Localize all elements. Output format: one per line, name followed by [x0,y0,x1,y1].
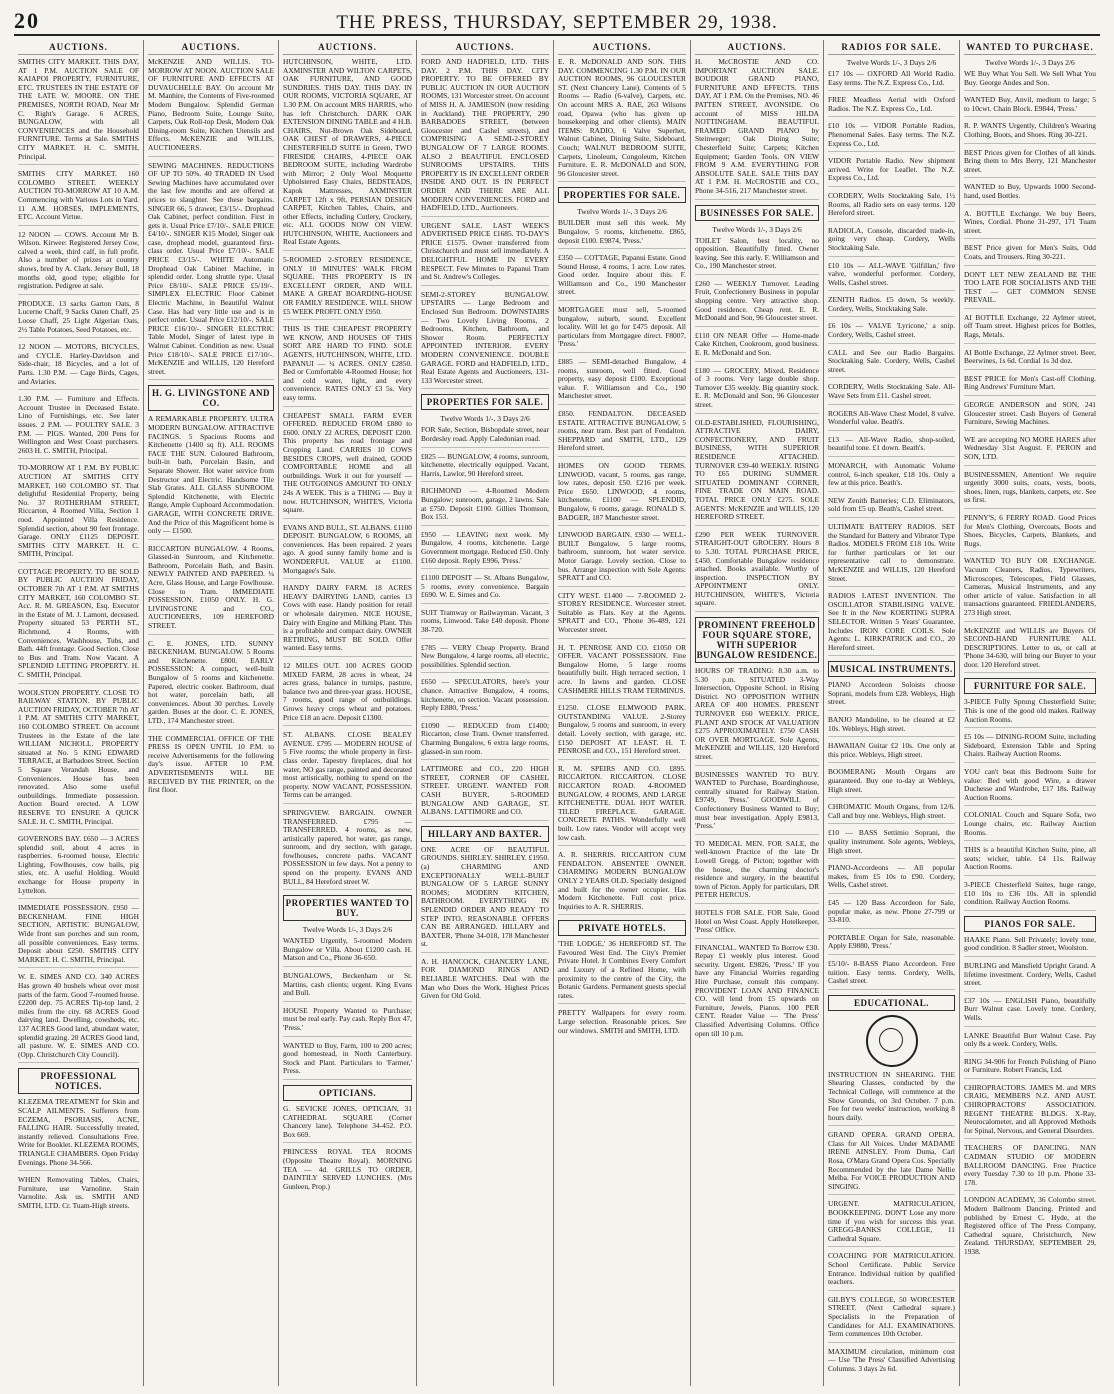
rate-line: Twelve Words 1/-, 3 Days 2/6 [440,414,530,424]
classified-ad: £350 — COTTAGE, Papanui Estate. Good Sound House, 4 rooms, 1 acre. Low rates. Good order. Inquire about this. F. Williamson and Co., 190 Manchester street. [558,254,686,301]
classified-ad: HOUSE Property Wanted to Purchase; must be real early. Pay cash. Reply Box 47, 'Press.' [283,1007,412,1037]
classified-ad: 'THE LODGE,' 36 HEREFORD ST. The Favoured West End. The City's Premier Private Hotel. It Combines Every Comfort and Luxury of a Refined Home, with proximity to the centre of the City, the Botanic Gardens. Permanent guests special rates. [558,940,686,1004]
classified-ad: A. H. HANCOCK, CHANCERY LANE, FOR DIAMOND RINGS AND RELIABLE WATCHES. Deal with the Man who Does the Work. Highest Prices Given for Old Gold. [421,956,549,1001]
column-6 [691,40,824,1386]
newspaper-title: THE PRESS, THURSDAY, SEPTEMBER 29, 1938. [336,12,778,33]
classified-ad: CHEAPEST SMALL FARM EVER OFFERED. REDUCED FROM £880 to £600. ONLY 22 ACRES, DEPOSIT £200. This property has road frontage and Cropping Land. CARRIES 10 COWS BESIDES CROPS, well drained, GOOD COMFORTABLE HOME and all outbuildings. Work it out for yourself — THE OUTGOINGS AMOUNT TO ONLY 24s A WEEK. This is a THING — Buy it now. HUTCHINSON, WHITE'S, Victoria square. [283,412,412,519]
classified-ad: £885 — SEMI-detached Bungalow, 4 rooms, sunroom, well fitted. Good property, easy deposit £100. Exceptional value. F. Williamson and Co., 190 Manchester street. [558,358,686,405]
classified-ad: HAAKE Piano. Sell Privately; lovely tone, good condition. 8 Sadler street, Woolston. [964,936,1096,957]
classified-ad: WANTED to Buy, Upwards 1000 Second-hand, used Bottles. [964,183,1096,204]
classified-ad: KLEZEMA TREATMENT for Skin and SCALP AILMENTS. Sufferers from ECZEMA, PSORIASIS, ACNE, FALLING HAIR. Successfully treated, instantly relieved. Consultations Free. Write for Booklet. KLEZEMA ROOMS, TRIANGLE CHAMBERS. Open Friday Evenings. Phone 34-566. [18,1098,139,1171]
classified-ad: PRETTY Wallpapers for every room. Large selection. Reasonable prices. See our windows. SMITH and SMITH, LTD. [558,1008,686,1035]
classified-ad: THIS is a beautiful Kitchen Suite, pine, all seats; wicker, table. £4 11s. Railway Auction Rooms. [964,846,1096,876]
section-heading: HILLARY AND BAXTER. [421,826,549,842]
classified-ad: CORDERY, Wells Stocktaking Sale. All-Wave Sets from £11. Cashel street. [828,383,955,404]
classified-ad: H. McCROSTIE AND CO. IMPORTANT AUCTION SALE. BOUDOIR GRAND PIANO, FURNITURE AND EFFECTS. THIS DAY, AT 1 P.M. On the Premises, NO. 46 PATTEN STREET, AVONSIDE. On account of MISS HILDA NOTTINGHAM. BEAUTIFUL FRAMED GRAND PIANO by Steinweger; Oak Dining Suite; Chesterfield Suite; Carpets; Kitchen Equipment; Garden Tools. ON VIEW FROM 9 A.M. EVERYTHING FOR ABSOLUTE SALE. SALE THIS DAY AT 1 P.M. H. McCROSTIE and CO., Phone 34-516, 217 Manchester street. [695,58,819,200]
classified-ad: SEMI-2-STOREY BUNGALOW. UPSTAIRS — Large Bedroom and Enclosed Sun Bedroom. DOWNSTAIRS — Two Lovely Living Rooms, 2 Bedrooms, Kitchen, Bathroom, and Shower Room. PERFECTLY APPOINTED INTERIOR. EVERY MODERN CONVENIENCE. DOUBLE GARAGE. FORD and HADFIELD, LTD., Real Estate Agents and Auctioneers, 131-133 Worcester street. [421,291,549,390]
classified-ad: £5 10s — DINING-ROOM Suite, including Sideboard, Extension Table and Spring Chairs. Railway Auction Rooms. [964,733,1096,763]
classified-ad: MONARCH, with Automatic Volume control, 6-inch speaker, £18 10s. Only a few at this price. Beath's. [828,462,955,492]
classified-ad: ST. ALBANS. CLOSE BEALEY AVENUE. £795 — MODERN HOUSE of 5 Five rooms; the whole property in first-class order. Tapestry fireplaces, dual hot water, NO gas range, painted and decorated most artistically, nothing to spend on the property. NOW VACANT, POSSESSION. Terms can be arranged. [283,731,412,804]
classified-ad: THE COMMERCIAL OFFICE OF THE PRESS IS OPEN UNTIL 10 P.M. to receive Advertisements for the following day's issue. AFTER 10 P.M. ADVERTISEMENTS WILL BE RECEIVED BY THE PRINTER, on the first floor. [148,733,274,795]
classified-ad: HUTCHINSON, WHITE, LTD. AXMINSTER AND WILTON CARPETS, OAK FURNITURE, AND GOOD SUNDRIES. THIS DAY. THIS DAY. IN OUR ROOMS, VICTORIA SQUARE, AT 1.30 P.M. On account MRS HARRIS, who has left Christchurch. DARK OAK EXTENSION DINING TABLE and 4 H.B. CHAIRS, Nut-Brown Oak Sideboard, OAK CHEST of DRAWERS, 4-PIECE CHESTERFIELD SUITE in Green, TWO FIRESIDE CHAIRS, 4-PIECE OAK BEDROOM SUITE, including Wardrobe with Mirror; 2 Only Wool Moquette Upholstered Easy Chairs, BEDSTEADS, Kapok Mattresses, AXMINSTER CARPET 12ft x 9ft, PERSIAN DESIGN CARPET, Kitchen Tables, Chairs, and other Effects, including Cutlery, Crockery, etc. ALL GOODS NOW ON VIEW. HUTCHINSON, WHITE, Auctioneers and Real Estate Agents. [283,58,412,251]
classified-ad: £180 — GROCERY, Mixed, Residence of 3 rooms. Very large double shop. Turnover £35 weekly. Big quantity stock. E. R. McDonald and Son, 96 Gloucester street. [695,367,819,414]
classified-ad: £290 PER WEEK TURNOVER. STRAIGHT-OUT GROCERY. Hours 8 to 5.30. TOTAL PURCHASE PRICE, £450. Comfortable Bungalow residence attached. Books available. Worthy of inspection. INSPECTION BY APPOINTMENT ONLY. HUTCHINSON, WHITE'S, Victoria square. [695,531,819,612]
classified-ad: MAXIMUM circulation, minimum cost — Use 'The Press' Classified Advertising Columns. 3 days 2s 6d. [828,1346,955,1373]
column-header: AUCTIONS. [695,42,819,55]
classified-ad: DON'T LET NEW ZEALAND BE THE TOO LATE FOR SOCIALISTS AND THE TEST — GET COMMON SENSE PREVAIL. [964,271,1096,309]
classified-ad: RICHMOND — 4-Roomed Modern Bungalow; sunroom, garage, 2 lawns. Sale at £750. Deposit £100. Gillies Thomson, Box 153. [421,487,549,525]
classified-ad: EVANS AND BULL, ST. ALBANS. £1100 DEPOSIT. BUNGALOW, 6 ROOMS, all conveniences. Has been repaired. 2 years ago. A good sunny family home and is WONDERFUL VALUE at £1100. Mortgagee's Sale. [283,524,412,580]
classified-ad: £17 10s — OXFORD All World Radio. Easy terms. The N.Z. Express Co., Ltd. [828,70,955,91]
classified-ad: £1100 DEPOSIT — St. Albans Bungalow, 5 rooms, every convenience. Bargain £690. W. E. Simes and Co. [421,574,549,604]
classified-ad: RADIOS LATEST INVENTION. The OSCILLATOR STABILISING VALVE. See It in the New KOERTING SUPRA SELECTOR. Written 5 Years' Guarantee. Includes IRON CORE COILS. Sole Agents: L. KIRKPATRICK and CO., 20 Hereford street. [828,592,955,656]
classified-ad: McKENZIE AND WILLIS. TO-MORROW AT NOON. AUCTION SALE OF FURNITURE AND EFFECTS AT DUVAUCHELLE BAY. On account Mr M. Manhire, the Contents of Five-roomed Modern Bungalow. Splendid German Piano, Bedroom Suite, Lounge Suite, Carpets, Oak Roll-top Desk, Modern Oak Dining-room Suite, Kitchen Utensils and Effects. McKENZIE and WILLIS, AUCTIONEERS. [148,58,274,157]
section-heading: EDUCATIONAL. [828,995,955,1011]
classified-ad: LANKE Beautiful Burr Walnut Case. Pay only 8s a week. Cordery, Wells. [964,1032,1096,1053]
classified-ad: WANTED to Buy, Farm, 100 to 200 acres; good homestead, in North Canterbury. Stock and Plant. Particulars to 'Farmer,' Press. [283,1042,412,1080]
classified-ad: BEST Price given for Men's Suits, Odd Coats, and Trousers. Ring 30-221. [964,244,1096,265]
classified-ad: £10 10s — ALL-WAVE 'Gilfillan,' five valve, wonderful performer. Cordery, Wells, Cashel street. [828,262,955,292]
classified-ad: RICCARTON BUNGALOW. 4 Rooms, Glassed-in Sunroom, and Kitchenette. Bathroom, Porcelain Bath, and Basin. NEWLY PAINTED AND PAPERED. ¼ Acre, Glass House, and Large Fowlhouse. Close to Tram. IMMEDIATE POSSESSION. £1050 ONLY. H. G. LIVINGSTONE and CO., AUCTIONEERS, 109 HEREFORD STREET. [148,545,274,635]
classified-ad: NEW Zenith Batteries; C.D. Eliminators, sold from £5 up. Beath's, Cashel street. [828,497,955,518]
classified-ad: CORDERY, Wells Stocktaking Sale, 1½ Rooms, all Radio sets on easy terms. 120 Hereford street. [828,192,955,222]
classified-ad: TOILET Salon, best locality, no opposition. Beautifully fitted. Owner leaving. See this early. F. Williamson and Co., 190 Manchester street. [695,237,819,275]
column-1 [14,40,144,1386]
classified-ad: 12 MILES OUT. 100 ACRES GOOD MIXED FARM, 28 acres in wheat, 24 acres grass, balance in turnips, pasture, balance two and three-year grass. HOUSE, 7 rooms, good range of outbuildings. Grows heavy crops wheat and potatoes. Price £18 an acre. Deposit £1300. [283,662,412,726]
section-heading: PIANOS FOR SALE. [964,916,1096,932]
classified-ad: AI Bottle Exchange, 22 Aylmer street. Beer, Beerwines, 1s 6d. Cordial 1s 3d doz. [964,349,1096,370]
column-header: AUCTIONS. [558,42,686,55]
classified-ad: COACHING FOR MATRICULATION. School Certificate. Public Service Entrance. Individual tuition by qualified teachers. [828,1252,955,1290]
classified-ad: GRAND OPERA. GRAND OPERA. Class for All Voices. Under MADAME IRENE AINSLEY. From Duma, Carl Rosa, O'Mara Grand Opera Cos. Specially Recommended by the late Dame Nellie Melba. For VOICE PRODUCTION AND SINGING. [828,1131,955,1195]
classified-ad: 12 NOON — MOTORS, BICYCLES, and CYCLE. Harley-Davidson and Side-chair, 18 Bicycles, and a lot of Parts. 1.30 P.M. — Cage Birds, Cages, and Aviaries. [18,343,139,390]
page-number: 20 [14,8,40,33]
section-heading: PROPERTIES FOR SALE. [558,187,686,203]
classified-ad: WHEN Removating Tables, Chairs, Furniture, use Varnoline. Stain Varnolite. Ask us. SMITH AND SMITH, LTD. Cr. Tuam-High streets. [18,1175,139,1210]
classified-ad: COLONIAL Couch and Square Sofa, two Lounge chairs, etc. Railway Auction Rooms. [964,811,1096,841]
classified-ad: AI BOTTLE Exchange, 22 Aylmer street, off Tuam street. Highest prices for Bottles, Rags, Metals. [964,314,1096,344]
classified-ad: H. T. PENROSE AND CO. £1050 OR OFFER. VACANT POSSESSION. Fine Bungalow Home, 5 large rooms beautifully built. High terraced section, 1 acre. In lawns and garden. CLOSE CASHMERE HILLS TRAM TERMINUS. [558,644,686,700]
section-heading: PROPERTIES WANTED TO BUY. [283,895,412,921]
section-heading: PROPERTIES FOR SALE. [421,394,549,410]
classified-ad: SUIT Tramway or Railwayman. Vacant, 3 rooms, Linwood. Take £40 deposit. Phone 38-720. [421,609,549,639]
classified-ad: GILBY'S COLLEGE, 50 WORCESTER STREET. (Next Cathedral square.) Specialists in the Preparation of Candidates for ALL EXAMINATIONS. Term commences 10th October. [828,1296,955,1343]
classified-ad: McKENZIE and WILLIS are Buyers Of SECOND-HAND FURNITURE ALL DESCRIPTIONS. Letter to us, or call at 'Phone 34-630, will bring our Buyer to your door. 120 Hereford street. [964,627,1096,674]
classified-ad: C. E. JONES, LTD. SUNNY BECKENHAM. BUNGALOW. 5 Rooms and Kitchenette. £800. EARLY POSSESSION: A compact, well-built Bungalow of 5 rooms and kitchenette. Papered, electric cooker. Bathroom, dual hot water, porcelain bath, all conveniences. About 30 perches. Lovely garden. Buses at the door. C. E. JONES, LTD., 174 Manchester street. [148,640,274,730]
classified-ad: BOOMERANG Mouth Organs are guaranteed. Buy one to-day at Webleys, High street. [828,768,955,798]
classified-ad: 3-PIECE Fully Sprung Chesterfield Suite; This is one of the good old makes. Railway Auction Rooms. [964,698,1096,728]
classified-ad: COTTAGE PROPERTY. TO BE SOLD BY PUBLIC AUCTION FRIDAY, OCTOBER 7th AT 1 P.M. AT SMITHS CITY MARKET, 160 COLOMBO ST. Acc. R. M. GREASON, Esq. Executor in the Estate of M. J. Lamont, deceased. Property situated 53 PERTH ST., Richmond, 4 Rooms, with Conveniences. Washhouse, Tubs, and Bath. 44ft frontage. Good Section. Close to Bus and Tram. Now Vacant. A SPLENDID LETTING PROPERTY. H. C. SMITH, Principal. [18,568,139,684]
classified-ad: URGENT SALE. LAST WEEK'S ADVERTISED PRICE £1685. TO-DAY'S PRICE £1575. Owner transferred from Christchurch and must sell immediately. A DELIGHTFUL HOME IN EVERY RESPECT. Few Minutes to Papanui Tram and St. Andrew's Colleges. [421,222,549,286]
classified-ad: LATTIMORE and CO., 220 HIGH STREET, CORNER OF CASHEL STREET. URGENT. WANTED FOR CASH BUYER, 5-ROOMED BUNGALOW AND GARAGE, ST. ALBANS. LATTIMORE and CO. [421,765,549,821]
classified-ad: SEWING MACHINES. REDUCTIONS OF UP TO 50%. 40 TRADED IN Used Sewing Machines have accumulated over the last few months and are offered at prices to slaughter. See these bargains. SINGER 66, 5 drawer, £3/15/-. Drophead Oak Cabinet, perfect condition. First in gets it. Usual Price £7/10/-. SALE PRICE £4/10/-. SINGER K15 Model, Singer oak case, drophead model, guaranteed first-class order. Usual Price £7/10/-. SALE PRICE £3/15/-. WHITE Automatic Drophead Oak Cabinet Machine, in splendid order. Long shuttle type. Usual Price £8/10/-. SALE PRICE £5/19/-. SIMPLEX ELECTRIC Floor Cabinet Electric Machine, in Beautiful Walnut Case. Has had very little use and is in perfect order. Usual Price £12/10/-. SALE PRICE £16/10/-. SINGER ELECTRIC Table Model, Singer of latest type in Walnut Cabinet. Condition as new. Usual Price £18/10/-. SALE PRICE £17/10/-. McKENZIE and WILLIS, 120 Hereford street. [148,162,274,381]
classified-ad: PENNY'S, 6 FERRY ROAD. Good Prices for Men's Clothing, Overcoats, Boots and Shoes, Bicycles, Carpets, Blankets, and Rugs. [964,514,1096,552]
classified-ad: ROGERS All-Wave Chest Model, 8 valve. Wonderful value. Beath's. [828,410,955,431]
classified-ad: ZENITH Radios. £5 down, 5s weekly. Cordery, Wells, Stocktaking Sale. [828,296,955,317]
column-header: AUCTIONS. [283,42,412,55]
classified-ad: W. E. SIMES AND CO. 340 ACRES Has grown 40 bushels wheat over most parts of the farm. Good 7-roomed house. £2200 dep. 75 ACRES Tip-top land, 2 miles from the city. 68 ACRES Good dairying land. Dwelling, cowsheds, etc. 137 ACRES Good land, abundant water, splendid grazing. 20 ACRES Good land, all pasture. W. E. SIMES AND CO. (Opp. Christchurch City Council). [18,973,139,1063]
classified-ad: CHIROPRACTORS. JAMES M. and MRS CRAIG, MEMBERS N.Z. AND AUST. CHIROPRACTORS' ASSOCIATION. REGENT THEATRE BLDGS. X-Ray, Neurocalometer, and all Approved Methods for Spinal, Nervous, and General Disorders. [964,1084,1096,1140]
classified-ad: 12 NOON — COWS. Account Mr B. Wilson. Kirwee: Registered Jersey Cow, calved a week, third calf, in full profit. Also a number of prizes at country shows, bred by A. Clark. Jersey Bull, 18 months old, good type; eligible for registration. Pedigree at sale. [18,231,139,295]
column-header: RADIOS FOR SALE. [828,42,955,55]
classified-ad: £1250. CLOSE ELMWOOD PARK. OUTSTANDING VALUE. 2-Storey Bungalow, 5 rooms and sunroom, in every detail. Lovely section, with garage, etc. £150 DEPOSIT AT LEAST. H. T. PENROSE and CO., 151 Hereford street. [558,704,686,760]
classified-ad: BUNGALOWS, Beckenham or St. Martins, cash clients; urgent. King Evans and Bull. [283,972,412,1002]
column-4 [417,40,554,1386]
classified-ad: LONDON ACADEMY, 36 Colombo street. Modern Ballroom Dancing. Printed and published by Ernest C. Hyde, at the Registered office of The Press Company, Cathedral square, Christchurch, New Zealand. THURSDAY, SEPTEMBER 29, 1938. [964,1195,1096,1256]
rate-line: Twelve Words 1/-, 3 Days 2/6 [846,58,937,67]
classified-ad: FORD AND HADFIELD, LTD. THIS DAY. 2 P.M. THIS DAY. CITY PROPERTY. TO BE OFFERED BY PUBLIC AUCTION IN OUR AUCTION ROOMS, 131 Worcester street. On account of MISS H. A. JAMIESON (now residing in Auckland). THE PROPERTY, 290 BARBADOES STREET, (between Gloucester and Cashel streets), and COMPRISING A SEMI-2-STOREY BUNGALOW OF 7 LARGE ROOMS. ALSO 2 BEAUTIFUL ENCLOSED SUNROOMS UPSTAIRS. THIS PROPERTY IS IN EXCELLENT ORDER INSIDE AND OUT. IS IN PERFECT ORDER AND THERE ARE ALL MODERN CONVENIENCES. FORD and HADFIELD, LTD., Auctioneers. [421,58,549,217]
classified-ad: HOURS OF TRADING: 8.30 a.m. to 5.30 p.m. SITUATED 3-Way Intersection, Opposite School. in Rising District. NO OPPOSITION WITHIN AREA OF 400 HOMES. PRESENT TURNOVER £60 WEEKLY. PRICE, PLANT AND STOCK AT VALUATION £275 APPROXIMATELY. £750 CASH OR OVER MORTGAGE. Sole Agents, McKENZIE and WILLIS, 120 Hereford street. [695,667,819,766]
classified-ad: OLD-ESTABLISHED, FLOURISHING, ATTRACTIVE DAIRY, CONFECTIONERY, AND FRUIT BUSINESS, WITH SUPERIOR RESIDENCE ATTACHED. TURNOVER £39-40 WEEKLY. RISING TO £65 DURING SUMMER. SITUATED DOMINANT CORNER, FINE TRADE ON MAIN ROAD. TOTAL PRICE ONLY £275. SOLE AGENTS: McKENZIE and WILLIS, 120 HEREFORD STREET. [695,419,819,526]
classified-ad: FINANCIAL. WANTED To Borrow £30. Repay £1 weekly plus interest. Good security. Urgent. E9826, 'Press.' IF you have any Financial Worries regarding Hire Purchase, consult this company. PROVIDENT LOAN AND FINANCE CO. will lend from £5 upwards on Furniture, Jewels, Pianos. 100 PER CENT. Reader Value — 'The Press' Classified Advertising Columns. Office open till 10 p.m. [695,942,819,1038]
classified-ad: £950 — LEAVING next week. My Bungalow, 4 rooms, kitchenette. Large Government mortgage. Reduced £50. Only £160 deposit. Reply E996, 'Press.' [421,531,549,569]
classified-ad: INSTRUCTION IN SHEARING. THE Shearing Classes, conducted by the Technical College, will commence at the Show Grounds, on 3rd October. 7 p.m. Fee for two weeks' instruction, working 8 hours daily. [828,1071,955,1127]
classified-ad: IMMEDIATE POSSESSION. £950 — BECKENHAM. FINE HIGH SECTION, ARTISTIC BUNGALOW, Wide front sun porches and sun room, all possible conveniences. Easy terms. Deposit about £250. SMITHS CITY MARKET. H. C. SMITH, Principal. [18,904,139,968]
classified-ad: MORTGAGEE must sell, 5-roomed bungalow, suburb, sound. Excellent locality. Will let go for £475 deposit. All particulars from Mortgagee direct. F8007, 'Press.' [558,306,686,353]
column-8 [960,40,1100,1386]
classified-ad: CITY WEST. £1400 — 7-ROOMED 2-STOREY RESIDENCE. Worcester street. Suitable as Flats. Key at the Agents. SPRATT and CO., 'Phone 36-489, 121 Worcester street. [558,592,686,639]
classified-ad: £5/10/- 8-BASS Piano Accordeon. Free tuition. Easy terms. Cordery, Wells, Cashel street. [828,960,955,990]
rate-line: Twelve Words 1/-, 3 Days 2/6 [712,224,802,234]
classified-ad: £13 — All-Wave Radio, shop-soiled, beautiful tone. £1 down. Beath's. [828,436,955,457]
classified-ad: WANTED Buy, Anvil, medium to large; 5 to 10cwt. Chain Block. E9844, 'Press.' [964,96,1096,117]
classified-ad: G. SEVICKE JONES, OPTICIAN, 31 CATHEDRAL SQUARE (Corner Chancery lane). Telephone 34-452. P.O. Box 669. [283,1105,412,1143]
classified-ad: LINWOOD BARGAIN. £930 — WELL-BUILT Bungalow, 5 large rooms, bathroom, sunroom, hot water service. Motor Garage. Lovely section. Close to bus. Arrange inspection with Sole Agents: SPRATT and CO. [558,531,686,587]
classified-ad: THIS IS THE CHEAPEST PROPERTY WE KNOW, AND HOUSES OF THIS SORT ARE HARD TO FIND. SOLE AGENTS, HUTCHINSON, WHITE, LTD. PAPANUI — ¼ ACRES. ONLY £2850. Bed or Comfortable 4-Roomed House; hot and cold water, light, and every convenience. RATES ONLY £3 5s. Very easy terms. [283,325,412,406]
classified-ad: £45 — 120 Bass Accordeon for Sale, popular make, as new. Phone 27-799 or 33-810. [828,899,955,929]
classified-ad: SMITHS CITY MARKET. 160 COLOMBO STREET. WEEKLY AUCTION TO-MORROW AT 10 A.M. Commencing with Various Lots in Yard. 11 A.M. HORSES, IMPLEMENTS, ETC. Account Virtue. [18,170,139,226]
classified-ad: 5-ROOMED 2-STOREY RESIDENCE, ONLY 10 MINUTES' WALK FROM SQUARE. THIS PROPERTY IS IN EXCELLENT ORDER, AND WILL MAKE A GREAT BOARDING-HOUSE OR FAMILY RESIDENCE. WILL SHOW £5 WEEK PROFIT. ONLY £950. [283,256,412,320]
classified-ad: GEORGE ANDERSON and SON, 241 Gloucester street. Cash Buyers of General Furniture, Sewing Machines. [964,401,1096,431]
classified-ad: HOTELS FOR SALE. FOR Sale, Good Hotel on West Coast. Apply Hotelkeeper, 'Press' Office. [695,909,819,939]
classified-ad: WANTED TO BUY OR EXCHANGE. Vacuum Cleaners, Radios, Typewriters, Microscopes, Telescopes, Field Glasses, Cameras, Musical Instruments, and any other article of value. Satisfaction in all transactions guaranteed. FRIEDLANDERS, 273 High street. [964,557,1096,621]
classified-ad: 3-PIECE Chesterfield Suites, huge range, £10 10s to £36 10s. All in splendid condition. Railway Auction Rooms. [964,881,1096,911]
section-heading: PROMINENT FREEHOLD FOUR SQUARE STORE, WITH SUPERIOR BUNGALOW RESIDENCE. [695,617,819,663]
classified-ad: URGENT. MATRICULATION, BOOKKEEPING. DON'T Lose any more time if you wish for success this year. GREGG-BANKS COLLEGE, 11 Cathedral Square. [828,1200,955,1247]
classified-ad: £10 10s — VIDOR Portable Radios, Phenomenal Sales. Easy terms. The N.Z. Express Co., Ltd. [828,122,955,152]
classified-ad: WANTED Urgently, 5-roomed Modern Bungalow or Villa. About £1200 cash. H. Matson and Co., Phone 36-650. [283,937,412,967]
section-heading: PROFESSIONAL NOTICES. [18,1068,139,1094]
classified-ad: £785 — VERY Cheap Property. Brand New Bungalow, 4 large rooms, all electric, possibilities. Splendid section. [421,644,549,674]
classified-ad: 1.30 P.M. — Furniture and Effects. Account Trustee in Deceased Estate. Lino of Furnishings, etc. See later issues. 2 P.M. — POULTRY SALE. 3 P.M. — PIGS. Wanted, 200 Pens for Wellington and West Coast purchasers. 2603 H. C. SMITH, Principal. [18,395,139,459]
classified-ad: PORTABLE Organ for Sale, reasonable. Apply E9880, 'Press.' [828,934,955,955]
classified-ad: WE Buy What You Sell. We Sell What You Buy. George Andes and Son. [964,70,1096,91]
classified-ad: E. R. McDONALD AND SON. THIS DAY. COMMENCING 1.30 P.M. IN OUR AUCTION ROOMS, 96 GLOUCESTER ST. (Next Chancery Lane). Contents of 5 Rooms — Radio (6-valve), Carpets, etc. On account MRS A. RAE, 263 Wilsons road, Opawa (who has given up housekeeping and other clients). MAIN ITEMS: RADIO, 6 Valve Superhet, Walnut Cabinet, Dining Suite, Sideboard, Couch; WALNUT BEDROOM SUITE, Carpets, Linoleum, Congoleum, Kitchen Furniture. E. R. McDONALD and SON, 96 Gloucester street. [558,58,686,182]
classified-ad: ULTIMATE BATTERY RADIOS. SET the Standard for Battery and Vibrator Type Radios. MODELS FROM £18 10s. Write for further particulars or let our representative call to demonstrate. McKENZIE and WILLIS, 120 Hereford Street. [828,523,955,587]
classified-ad: BUSINESSMEN, Attention! We require urgently 3000 suits, coats, vests, boots, shoes, linen, rugs, blankets, carpets, etc. See us first. [964,471,1096,509]
classified-ad: BEST Prices given for Clothes of all kinds. Bring them to Mrs Berry, 121 Manchester street. [964,149,1096,179]
classified-ad: PIANO-Accordeons — All popular makes, from £5 10s to £90. Cordery, Wells, Cashel street. [828,864,955,894]
classified-ad: R. P. WANTS Urgently, Children's Wearing Clothing, Boots, and Shoes. Ring 30-221. [964,122,1096,143]
classified-ad: R. M. SPEIRS AND CO. £895. RICCARTON. RICCARTON. CLOSE RICCARTON ROAD. 4-ROOMED BUNGALOW, 4 ROOMS, AND LARGE KITCHENETTE. DUAL HOT WATER. TILED FIREPLACE. GARAGE. CONCRETE PATHS. Wonderfully well built. Low rates. Vendor will accept very low cash. [558,765,686,846]
classified-ad: YOU can't beat this Bedroom Suite for value: Bed with good Wire, a drawer Duchesse and Wardrobe, £17 18s. Railway Auction Rooms. [964,768,1096,806]
classified-ad: £850. FENDALTON. DECEASED ESTATE. ATTRACTIVE BUNGALOW, 5 rooms, near tram. Best part of Fendalton. SHEPPARD and SMITH, LTD., 129 Hereford street. [558,410,686,457]
section-heading: FURNITURE FOR SALE. [964,678,1096,694]
classified-ad: £650 — SPECULATORS, here's your chance. Attractive Bungalow, 4 rooms, kitchenette, on section. Vacant possession. Reply E880, 'Press.' [421,678,549,716]
column-3 [279,40,417,1386]
section-heading: OPTICIANS. [283,1085,412,1101]
classified-ad: SMITHS CITY MARKET. THIS DAY, AT 1 P.M. AUCTION SALE OF KAIAPOI PROPERTY, FURNITURE, ETC. TRUSTEES IN THE ESTATE OF THE LATE W. MOORE. ON THE PREMISES, NORTH ROAD, Near Mr C. Right's Garage. 6 ACRES, BUNGALOW, with all CONVENIENCES and the Household FURNITURE. Terms at Sale. SMITHS CITY MARKET. H. C. SMITH, Principal. [18,58,139,165]
classified-ad: £260 — WEEKLY Turnover. Leading Fruit, Confectionery Business in popular shopping centre. Very attractive shop. Good residence. Cheap rent. E. R. McDonald and Son, 96 Gloucester street. [695,280,819,327]
classified-ad: TO MEDICAL MEN. FOR SALE, the well-known Practice of the late Dr Lowell Gregg, of Picton; together with the house, the charming doctor's residence and surgery, in the beautiful town of Picton. Apply for particulars, DR PETER HERCUS. [695,840,819,904]
classified-ad: GOVERNORS BAY. £650 — 3 ACRES splendid soil, about 4 acres in raspberries. 6-roomed house, Electric Lighting, Fowlhouses, cow bails, pig sties, etc. A useful Holding. Would exchange for House property in Lyttelton. [18,835,139,899]
classified-ad: VIDOR Portable Radio. New shipment arrived. Write for Leaflet. The N.Z. Express Co., Ltd. [828,157,955,187]
classified-ad: RADIOLA, Console, discarded trade-in, going very cheap. Cordery, Wells Stocktaking Sale. [828,227,955,257]
classified-ad: A. BOTTLE Exchange. We buy Beers, Wines, Cordial. Phone 31-297, 171 Tuam street. [964,210,1096,240]
rate-line: Twelve Words 1/-, 3 Days 2/6 [577,207,667,217]
classified-ad: SPRINGVIEW. BARGAIN. OWNER TRANSFERRED. £795 — TRANSFERRED. 4 rooms, as new, artistically papered, hot water, gas range, sunroom, and dry section, with garage, fowlhouses, concrete paths. VACANT POSSESSION in few days. Not a penny to spend on the property. EVANS AND BULL, 84 Hereford street W. [283,809,412,890]
classified-ad: ONE ACRE OF BEAUTIFUL GROUNDS. SHIRLEY. SHIRLEY. £1950. (a) CHARMING AND EXCEPTIONALLY WELL-BUILT BUNGALOW OF 5 LARGE SUNNY ROOMS; MODERN KITCHEN, BATHROOM. EVERYTHING IN SPLENDID ORDER AND READY TO STEP INTO. REASONABLE OFFERS CAN BE ARRANGED. HILLARY and BAXTER, 'Phone 34-018, 178 Manchester st. [421,846,549,953]
classified-ad: PIANO Accordeon Soloists choose Soprani, models from £28. Webleys, High street. [828,681,955,711]
rate-line: Twelve Words 1/-, 3 Days 2/6 [302,925,393,935]
column-7 [824,40,960,1386]
column-header: AUCTIONS. [148,42,274,55]
classified-ad: £110 ON NEAR Offer — Home-made Cake Kitchen, Cookroom, good business. E. R. McDonald and Son. [695,332,819,362]
classified-ad: PRINCESS ROYAL TEA ROOMS (Opposite Theatre Royal). MORNING TEA — 4d. GRILLS TO ORDER, DAINTILY SERVED LUNCHES. (Mrs Gunleen, Prop.) [283,1147,412,1191]
column-2 [144,40,279,1386]
section-heading: PRIVATE HOTELS. [558,920,686,936]
classified-ad: BANJO Mandoline, to be cleared at £2 10s. Webleys, High street. [828,716,955,737]
classified-ad: TEACHERS OF DANCING. NAN CADMAN STUDIO OF MODERN BALLROOM DANCING. Free Practice every Tuesday 7.30 to 10 p.m. Phone 33-178. [964,1144,1096,1191]
column-5 [554,40,691,1386]
column-header: WANTED TO PURCHASE. [964,42,1096,55]
classified-ad: HAWAIIAN Guitar £2 10s. One only at this price. Webleys, High street. [828,742,955,763]
classified-ad: £37 10s — ENGLISH Piano, beautifully Burr Walnut case. Lovely tone. Cordery, Wells. [964,997,1096,1027]
college-seal-icon [866,1015,918,1067]
classified-ad: £1090 — REDUCED from £1400; Riccarton, close Tram. Owner transferred. Charming Bungalow, 6 extra large rooms, glassed-in sun room. [421,722,549,760]
classified-ad: £825 — BUNGALOW, 4 rooms, sunroom, kitchenette, electrically equipped. Vacant, Harris, Lawlor, 90 Hereford street. [421,453,549,483]
classified-ad: PRODUCE. 13 sacks Garton Oats, 8 Lucerne Chaff, 9 Sacks Oaten Chaff, 25 Loose Chaff, 25 Light Algerian Oats, 2½ Table Potatoes, Seed Potatoes, etc. [18,300,139,338]
section-heading: MUSICAL INSTRUMENTS. [828,661,955,677]
classified-ad: BURLING and Mansfield Upright Grand. A lifetime investment. Cordery, Wells, Cashel street. [964,962,1096,992]
column-header: AUCTIONS. [18,42,139,55]
classified-ad: HOMES ON GOOD TERMS. LINWOOD, vacant, 5 rooms, gas range, low rates, deposit £50. £216 per week. Price £650. LINWOOD, 4 rooms, kitchenette. £1100 — SPLENDID, Bungalow, 6 rooms, garage. RONALD S. BADGER, 187 Manchester street. [558,462,686,526]
classified-ad: CALL and See our Radio Bargains. Stocktaking Sale. Cordery, Wells, Cashel street. [828,349,955,379]
classified-ad: A REMARKABLE PROPERTY. ULTRA MODERN BUNGALOW. ATTRACTIVE FACINGS. 5 Spacious Rooms and Kitchenette (1400 sq ft). ALL ROOMS FACE THE SUN. Coloured Bathroom, built-in bath, Porcelain Basin, and Separate Shower. Hot water service from Destructor and Electric. Handsome Tile Slab Grates. ALL GLASS SUNROOM. Splendid Kitchenette, with Electric Range, Ample Cupboard Accommodation. GARAGE, WITH CONCRETE DRIVE. And the Price of this Magnificent home is only — £1500. [148,415,274,539]
masthead [14,8,1100,36]
column-header: AUCTIONS. [421,42,549,55]
columns-area [14,40,1100,1386]
classified-ad: BUILDER must sell this week. My Bungalow, 5 rooms, kitchenette. £865, deposit £100. E9874, 'Press.' [558,219,686,249]
classified-ad: WE are accepting NO MORE HARES after Wednesday 31st August. F. PERON and SON, LTD. [964,436,1096,466]
rate-line: Twelve Words 1/-, 3 Days 2/6 [985,58,1075,67]
classified-ad: FOR Sale, Section, Bishopdale street, near Bordesley road. Apply Caledonian road. [421,426,549,447]
classified-ad: BEST PRICE for Men's Cast-off Clothing. Ring Andrews' Furniture Mart. [964,375,1096,396]
classified-ad: BUSINESSES WANTED TO BUY. WANTED to Purchase, Boardinghouse, centrally situated for Railway Station. E9749, 'Press.' GOODWILL of Confectionery Business Wanted to Buy; must bear investigation. Apply E9813, 'Press.' [695,771,819,835]
section-heading: H. G. LIVINGSTONE AND CO. [148,385,274,411]
classified-ad: £6 10s — VALVE 'Lyricone,' a snip. Cordery, Wells, Cashel street. [828,322,955,343]
classified-ad: TO-MORROW AT 1 P.M. BY PUBLIC AUCTION AT SMITHS CITY MARKET, 160 COLOMBO ST. That delightful Residential Property, being No. 37 ROTHERHAM STREET, Riccarton, 4 Roomed Villa, Section 1 rood. Appointed Villa Residence. Splendid section, about 90 feet frontage. Garage. ONLY £1125 DEPOSIT. SMITHS CITY MARKET. H. C. SMITH, Principal. [18,464,139,563]
classified-ad: FREE Meadless Aerial with Oxford Radios. The N.Z. Express Co., Ltd. [828,96,955,117]
classified-ad: HANDY DAIRY FARM. 18 ACRES HEAVY DAIRYING LAND, carries 13 Cows with ease. Handy position for retail or wholesale dairymen. NICE HOUSE, Dairy with Engine and Milking Plant. This is a profitable and compact dairy. OWNER RETIRING, MUST BE SOLD. Offer wanted. Easy terms. [283,584,412,657]
classified-ad: WOOLSTON PROPERTY. CLOSE TO RAILWAY STATION. BY PUBLIC AUCTION FRIDAY, OCTOBER 7th AT 1 P.M. AT SMITHS CITY MARKET, 160 COLOMBO STREET. On account Trustees in the Estate of the late WILLIAM NICHOLL. PROPERTY situated at No. 5 KING EDWARD TERRACE, at Barbadoes Street. Section 5 Square Verandah House, and Conveniences. House has been renovated. Also some useful outbuildings. Immediate possession. Auction Board erected. A LOW RESERVE TO ENSURE A QUICK SALE. H. C. SMITH, Principal. [18,689,139,831]
classified-ad: RING 34-906 for French Polishing of Piano or Furniture. Robert Francis, Ltd. [964,1058,1096,1079]
section-heading: BUSINESSES FOR SALE. [695,205,819,221]
classified-ad: CHROMATIC Mouth Organs, from 12/6. Call and buy one. Webleys, High street. [828,803,955,824]
classified-ad: A. R. SHERRIS. RICCARTON CUM FENDALTON. ABSENTEE OWNER. CHARMING MODERN BUNGALOW ONLY 2 YEARS OLD. Specially designed and built for the owner occupier. Has Modern Kitchenette. Full cost price. Inquiries to A. R. SHERRIS. [558,851,686,915]
classified-ad: £10 — BASS Settimio Soprani, the quality instrument. Sole agents, Webleys, High street. [828,829,955,859]
